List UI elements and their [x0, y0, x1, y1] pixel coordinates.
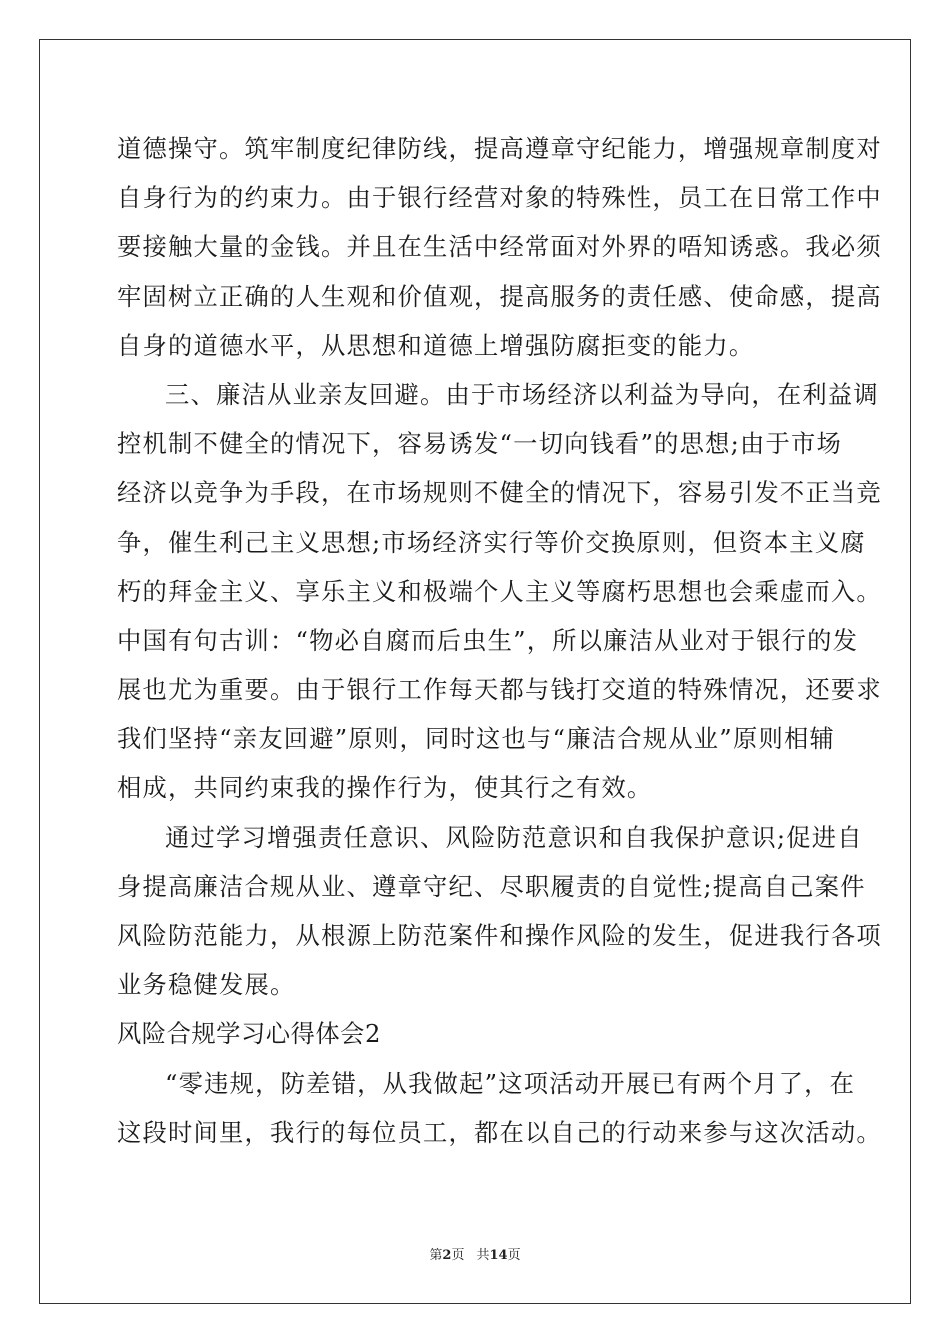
page-number: 2	[442, 1248, 452, 1263]
text-line: 要接触大量的金钱。并且在生活中经常面对外界的唔知诱惑。我必须	[117, 232, 882, 262]
text-line: 中国有句古训：“物必自腐而后虫生”，所以廉洁从业对于银行的发	[117, 625, 859, 655]
text-line: 身提高廉洁合规从业、遵章守纪、尽职履责的自觉性;提高自己案件	[117, 871, 866, 901]
total-prefix: 共	[476, 1248, 490, 1263]
page-suffix: 页	[451, 1248, 465, 1263]
section-heading: 风险合规学习心得体会2	[117, 1019, 381, 1049]
text-line: 经济以竞争为手段，在市场规则不健全的情况下，容易引发不正当竞	[117, 478, 882, 508]
text-line: 自身行为的约束力。由于银行经营对象的特殊性，员工在日常工作中	[117, 183, 882, 213]
text-line: 我们坚持“亲友回避”原则，同时这也与“廉洁合规从业”原则相辅	[117, 724, 835, 754]
text-line: 展也尤为重要。由于银行工作每天都与钱打交道的特殊情况，还要求	[117, 675, 882, 705]
text-line: 控机制不健全的情况下，容易诱发“一切向钱看”的思想;由于市场	[117, 429, 843, 459]
text-line: 争，催生利己主义思想;市场经济实行等价交换原则，但资本主义腐	[117, 527, 866, 557]
text-line: 牢固树立正确的人生观和价值观，提高服务的责任感、使命感，提高	[117, 281, 882, 311]
text-line: 自身的道德水平，从思想和道德上增强防腐拒变的能力。	[117, 330, 755, 360]
total-pages: 14	[489, 1248, 508, 1263]
paragraph-first-line: 三、廉洁从业亲友回避。由于市场经济以利益为导向，在利益调	[165, 379, 879, 409]
page-prefix: 第	[429, 1248, 443, 1263]
page-footer	[0, 1244, 950, 1263]
document-body	[117, 124, 882, 1157]
text-line: 相成，共同约束我的操作行为，使其行之有效。	[117, 773, 653, 803]
total-suffix: 页	[507, 1248, 521, 1263]
text-line: 业务稳健发展。	[117, 970, 296, 1000]
text-line: 朽的拜金主义、享乐主义和极端个人主义等腐朽思想也会乘虚而入。	[117, 576, 882, 606]
text-line: 风险防范能力，从根源上防范案件和操作风险的发生，促进我行各项	[117, 921, 882, 950]
text-line: 这段时间里，我行的每位员工，都在以自己的行动来参与这次活动。	[117, 1117, 882, 1147]
text-line: 道德操守。筑牢制度纪律防线，提高遵章守纪能力，增强规章制度对	[117, 134, 882, 163]
paragraph-first-line: 通过学习增强责任意识、风险防范意识和自我保护意识;促进自	[165, 822, 863, 852]
paragraph-first-line: “零违规，防差错，从我做起”这项活动开展已有两个月了，在	[165, 1068, 856, 1098]
